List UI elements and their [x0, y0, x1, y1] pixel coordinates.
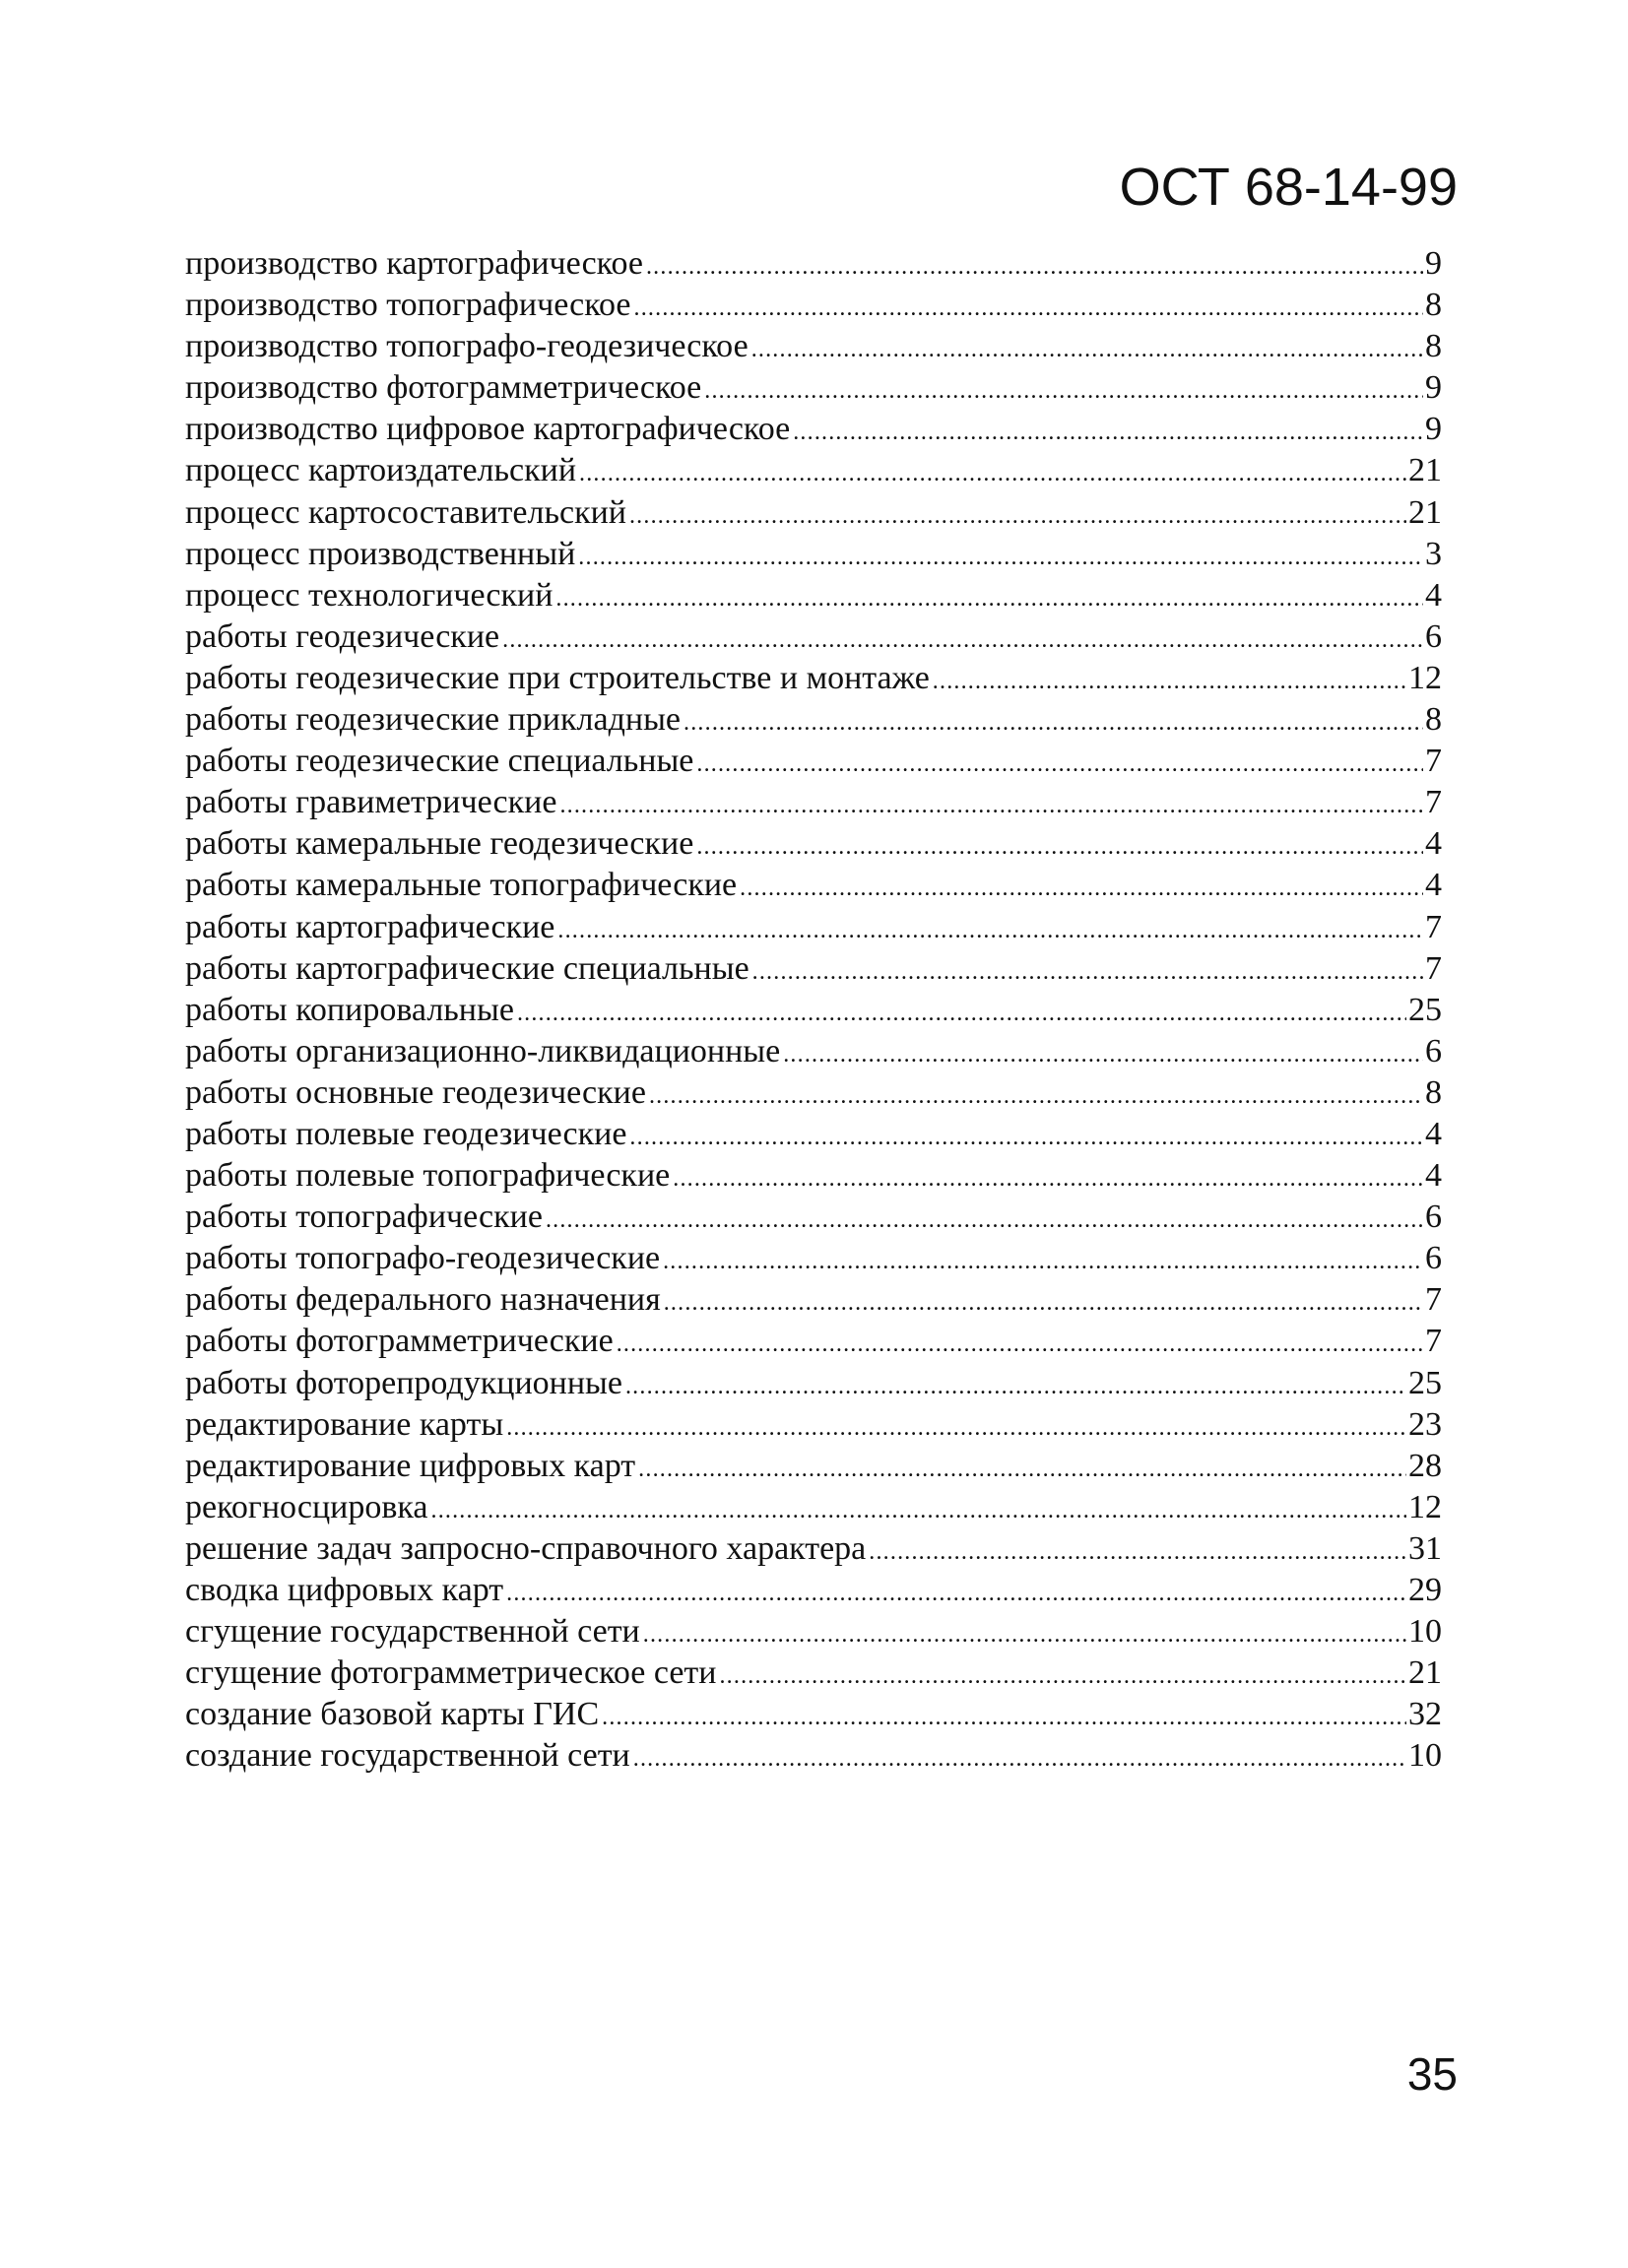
dot-leader: [578, 534, 1423, 578]
index-entry-term: работы полевые геодезические: [185, 1115, 627, 1152]
index-entry-page: 8: [1425, 328, 1442, 365]
index-entry: [185, 1321, 1442, 1362]
dot-leader: [933, 658, 1406, 702]
index-entry-term: работы полевые топографические: [185, 1157, 671, 1195]
index-entry-term: работы копировальные: [185, 991, 514, 1028]
dot-leader: [643, 1611, 1406, 1655]
index-entry-page: 6: [1425, 617, 1442, 655]
dot-leader: [602, 1694, 1406, 1738]
index-entry-term: работы геодезические: [185, 617, 500, 655]
index-entry-page: 12: [1408, 1488, 1442, 1525]
dot-leader: [793, 409, 1423, 453]
index-entry: [185, 1072, 1442, 1114]
index-entry-term: работы организационно-ликвидационные: [185, 1032, 781, 1069]
index-entry-term: производство цифровое картографическое: [185, 411, 791, 448]
index-entry: [185, 741, 1442, 782]
dot-leader: [506, 1404, 1406, 1449]
index-entry-page: 4: [1425, 1115, 1442, 1152]
dot-leader: [696, 741, 1423, 785]
index-entry-page: 6: [1425, 1032, 1442, 1069]
index-entry-page: 32: [1408, 1696, 1442, 1733]
index-entry-page: 28: [1408, 1447, 1442, 1484]
index-entry-page: 8: [1425, 1073, 1442, 1111]
index-entry: [185, 990, 1442, 1031]
index-entry-term: сгущение фотограмметрическое сети: [185, 1654, 717, 1692]
index-entry: [185, 1528, 1442, 1570]
index-entry-page: 9: [1425, 411, 1442, 448]
dot-leader: [684, 699, 1423, 744]
index-entry: [185, 1114, 1442, 1155]
index-entry-page: 21: [1408, 493, 1442, 531]
index-entry-page: 21: [1408, 1654, 1442, 1692]
dot-leader: [502, 616, 1423, 661]
index-entry: [185, 658, 1442, 699]
index-entry-term: производство картографическое: [185, 245, 643, 282]
index-entry-term: работы федерального назначения: [185, 1281, 661, 1319]
dot-leader: [517, 990, 1406, 1034]
dot-leader: [751, 326, 1423, 370]
index-entry-page: 7: [1425, 743, 1442, 780]
index-entry: [185, 575, 1442, 616]
dot-leader: [557, 907, 1423, 951]
index-entry-page: 6: [1425, 1199, 1442, 1236]
index-entry-term: рекогносцировка: [185, 1488, 428, 1525]
index-entry: [185, 1446, 1442, 1487]
index-entry-term: работы гравиметрические: [185, 784, 557, 821]
index-entry-page: 25: [1408, 991, 1442, 1028]
index-entry-term: процесс картоиздательский: [185, 452, 577, 489]
dot-leader: [696, 823, 1423, 868]
dot-leader: [740, 865, 1423, 909]
dot-leader: [625, 1363, 1406, 1407]
index-entry: [185, 1363, 1442, 1404]
dot-leader: [559, 782, 1423, 826]
dot-leader: [673, 1155, 1423, 1199]
dot-leader: [869, 1528, 1406, 1573]
index-entry: [185, 1652, 1442, 1694]
index-entry: [185, 1404, 1442, 1446]
index-entry-term: процесс производственный: [185, 535, 576, 572]
index-entry-term: процесс картосоставительский: [185, 493, 626, 531]
index-entry-term: производство топографо-геодезическое: [185, 328, 749, 365]
dot-leader: [555, 575, 1423, 619]
index-entry-term: создание государственной сети: [185, 1737, 630, 1775]
index-entry-term: работы топографические: [185, 1199, 543, 1236]
index-entry-page: 7: [1425, 1281, 1442, 1319]
index-entry: [185, 616, 1442, 658]
index-entry-page: 7: [1425, 1323, 1442, 1360]
index-entry: [185, 285, 1442, 326]
dot-leader: [649, 1072, 1423, 1117]
index-entry-page: 8: [1425, 287, 1442, 324]
index-entry: [185, 1031, 1442, 1072]
index-entry-page: 10: [1408, 1737, 1442, 1775]
index-entry-page: 23: [1408, 1405, 1442, 1443]
index-entry-page: 12: [1408, 659, 1442, 696]
index-entry: [185, 823, 1442, 865]
index-entry-page: 9: [1425, 369, 1442, 407]
index-entry-term: создание базовой карты ГИС: [185, 1696, 600, 1733]
index-entry: [185, 948, 1442, 990]
index-entry: [185, 1155, 1442, 1197]
dot-leader: [546, 1197, 1423, 1241]
index-entry: [185, 1238, 1442, 1279]
index-entry-term: работы камеральные топографические: [185, 867, 738, 904]
index-entry-page: 3: [1425, 535, 1442, 572]
dot-leader: [629, 1114, 1423, 1158]
index-entry: [185, 450, 1442, 491]
index-entry: [185, 1279, 1442, 1321]
index-entry-page: 7: [1425, 784, 1442, 821]
index-entry: [185, 492, 1442, 534]
index-entry-term: работы геодезические прикладные: [185, 701, 682, 739]
subject-index-list: [185, 243, 1442, 1777]
index-entry: [185, 534, 1442, 575]
index-entry-term: сводка цифровых карт: [185, 1572, 504, 1608]
index-entry: [185, 1735, 1442, 1777]
index-entry: [185, 409, 1442, 450]
index-entry-term: производство топографическое: [185, 287, 631, 324]
index-entry-term: работы геодезические при строительстве и монтаже: [185, 659, 930, 696]
index-entry-term: работы основные геодезические: [185, 1073, 646, 1111]
index-entry: [185, 1570, 1442, 1611]
index-entry-term: работы топографо-геодезические: [185, 1240, 661, 1277]
index-entry-page: 25: [1408, 1364, 1442, 1401]
index-entry-page: 4: [1425, 1157, 1442, 1195]
index-entry: [185, 907, 1442, 948]
index-entry-term: редактирование карты: [185, 1405, 504, 1443]
index-entry-term: работы камеральные геодезические: [185, 825, 694, 863]
dot-leader: [646, 243, 1423, 288]
index-entry-term: решение задач запросно-справочного характера: [185, 1529, 867, 1567]
index-entry: [185, 699, 1442, 741]
index-entry: [185, 1197, 1442, 1238]
index-entry: [185, 326, 1442, 367]
dot-leader: [634, 285, 1423, 329]
index-entry: [185, 367, 1442, 409]
index-entry-page: 21: [1408, 452, 1442, 489]
page-number: 35: [1406, 2048, 1458, 2100]
index-entry-page: 7: [1425, 949, 1442, 987]
dot-leader: [752, 948, 1423, 993]
index-entry-page: 9: [1425, 245, 1442, 282]
index-entry: [185, 1487, 1442, 1528]
index-entry-page: 4: [1425, 867, 1442, 904]
index-entry-page: 29: [1408, 1572, 1442, 1608]
dot-leader: [704, 367, 1423, 412]
index-entry-term: редактирование цифровых карт: [185, 1447, 636, 1484]
dot-leader: [431, 1487, 1407, 1531]
dot-leader: [579, 450, 1406, 494]
index-entry: [185, 782, 1442, 823]
dot-leader: [664, 1279, 1423, 1324]
index-entry: [185, 243, 1442, 285]
dot-leader: [663, 1238, 1423, 1282]
index-entry-page: 4: [1425, 825, 1442, 863]
dot-leader: [638, 1446, 1406, 1490]
index-entry-term: работы картографические специальные: [185, 949, 749, 987]
index-entry-page: 8: [1425, 701, 1442, 739]
index-entry-page: 4: [1425, 576, 1442, 614]
index-entry-term: производство фотограмметрическое: [185, 369, 702, 407]
index-entry-term: работы геодезические специальные: [185, 743, 694, 780]
index-entry-page: 7: [1425, 908, 1442, 945]
index-entry-term: работы фоторепродукционные: [185, 1364, 622, 1401]
index-entry-term: работы картографические: [185, 908, 555, 945]
dot-leader: [617, 1321, 1423, 1365]
index-entry: [185, 865, 1442, 906]
index-entry-term: сгущение государственной сети: [185, 1613, 640, 1651]
document-code: ОСТ 68-14-99: [1119, 158, 1458, 217]
index-entry: [185, 1694, 1442, 1735]
index-entry-page: 31: [1408, 1529, 1442, 1567]
index-entry-page: 6: [1425, 1240, 1442, 1277]
dot-leader: [633, 1735, 1406, 1780]
index-entry: [185, 1611, 1442, 1652]
dot-leader: [506, 1570, 1406, 1614]
dot-leader: [629, 492, 1406, 537]
dot-leader: [783, 1031, 1423, 1075]
dot-leader: [719, 1652, 1406, 1697]
index-entry-term: процесс технологический: [185, 576, 554, 614]
index-entry-term: работы фотограмметрические: [185, 1323, 614, 1360]
index-entry-page: 10: [1408, 1613, 1442, 1651]
